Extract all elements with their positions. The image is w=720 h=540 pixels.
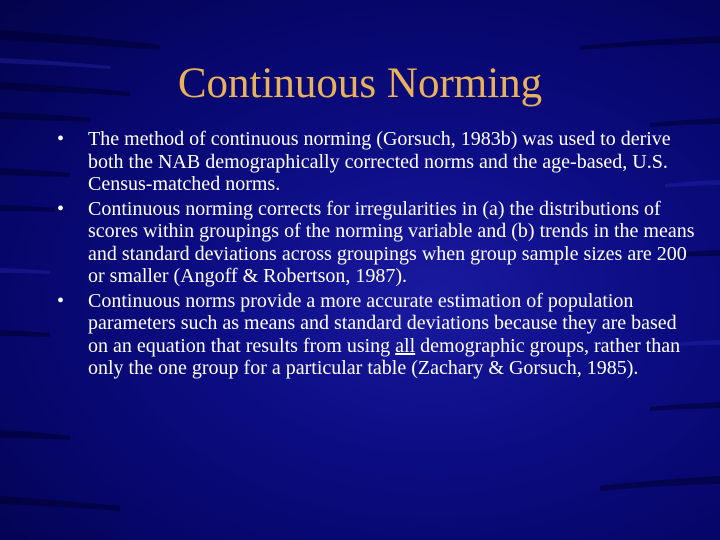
bullet-text: Continuous norming corrects for irregularities in (a) the distributions of scores within groupings of the norming variable and (b) trends in the means and standard deviations across groupings when group sample sizes are 200 or smaller (Angoff & Robertson, 1987). (88, 197, 695, 287)
bullet-item (57, 198, 697, 288)
bullet-icon: • (57, 128, 65, 150)
slide-title: Continuous Norming (177, 60, 543, 107)
bullet-item (57, 128, 697, 196)
bullet-item (57, 290, 697, 380)
bullet-text: The method of continuous norming (Gorsuch, 1983b) was used to derive both the NAB demographically corrected norms and the age-based, U.S. Census-matched norms. (88, 128, 671, 195)
bullet-text-part: demographic groups, rather than only the one group for a particular table (Zachary & Gorsuch, 1985). (88, 334, 681, 379)
bullet-text-part: Continuous norms provide a more accurate estimation of population parameters such as means and standard deviations because they are based on an equation that results from using (88, 289, 677, 357)
bullet-list (57, 128, 697, 382)
underlined-word: all (395, 334, 416, 357)
bullet-icon: • (57, 289, 65, 312)
bullet-icon: • (57, 197, 65, 220)
